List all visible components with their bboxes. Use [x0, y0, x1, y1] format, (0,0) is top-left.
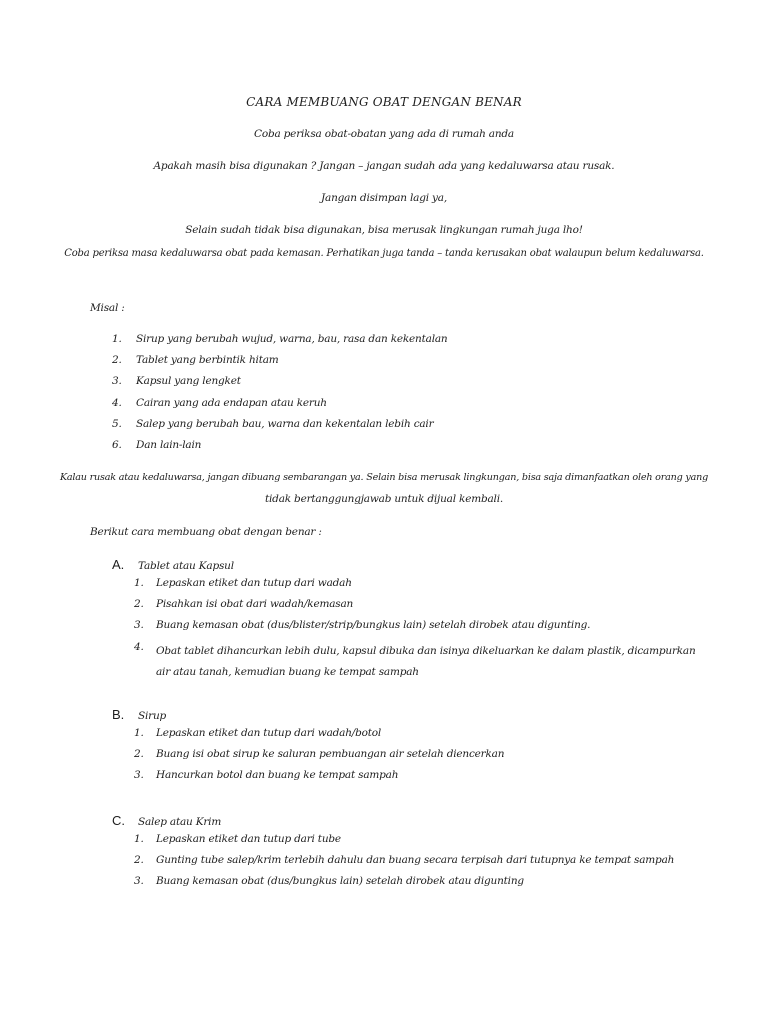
section-tablet-kapsul: [112, 557, 696, 683]
list-item: [112, 354, 447, 375]
section-letter: B.: [112, 707, 125, 722]
section-letter: C.: [112, 813, 125, 828]
section-heading: [112, 813, 674, 833]
section-heading: [112, 557, 696, 577]
list-item: [112, 333, 447, 354]
item-text: Salep yang berubah bau, warna dan kekentalan lebih cair: [136, 417, 434, 430]
warning-line: tidak bertanggungjawab untuk dijual kembali.: [265, 493, 503, 505]
section-salep-krim: [112, 813, 674, 897]
item-text: Sirup yang berubah wujud, warna, bau, rasa dan kekentalan: [136, 333, 448, 345]
list-item: [112, 397, 447, 418]
item-number: 3.: [134, 619, 144, 632]
item-number: 1.: [112, 333, 122, 345]
intro-line: Jangan disimpan lagi ya,: [321, 192, 447, 204]
list-item: [134, 854, 674, 875]
item-number: 2.: [134, 748, 144, 761]
list-item: [134, 833, 674, 854]
item-text: Obat tablet dihancurkan lebih dulu, kapsul dibuka dan isinya dikeluarkan ke dalam plastik, dicampurkan air atau tanah, kemudian buang ke tempat sampah: [156, 644, 696, 678]
item-text: Pisahkan isi obat dari wadah/kemasan: [156, 598, 354, 611]
list-item: [134, 748, 504, 769]
section-sirup: [112, 707, 504, 791]
steps-list: [134, 833, 674, 897]
item-text: Dan lain-lain: [136, 438, 202, 451]
misal-label: Misal :: [90, 302, 125, 314]
item-number: 4.: [134, 640, 144, 653]
intro-line: Selain sudah tidak bisa digunakan, bisa merusak lingkungan rumah juga lho!: [185, 224, 583, 236]
list-item: [112, 375, 447, 396]
item-text: Hancurkan botol dan buang ke tempat sampah: [156, 769, 399, 782]
list-item: [134, 727, 504, 748]
section-title: Sirup: [138, 710, 167, 722]
intro-line: Coba periksa obat-obatan yang ada di rumah anda: [253, 128, 514, 140]
section-title: Salep atau Krim: [138, 816, 222, 828]
item-number: 2.: [112, 354, 122, 367]
item-number: 3.: [134, 875, 144, 888]
list-item: [134, 577, 696, 598]
item-text: Cairan yang ada endapan atau keruh: [136, 396, 327, 409]
item-number: 1.: [134, 833, 144, 845]
item-number: 3.: [112, 375, 122, 388]
examples-list: [112, 333, 447, 460]
item-number: 4.: [112, 396, 122, 409]
list-item: [112, 439, 447, 460]
item-number: 5.: [112, 417, 122, 430]
item-text: Buang isi obat sirup ke saluran pembuangan air setelah diencerkan: [156, 748, 505, 761]
item-text: Tablet yang berbintik hitam: [136, 354, 279, 367]
item-text: Lepaskan etiket dan tutup dari wadah: [156, 577, 352, 589]
item-number: 2.: [134, 598, 144, 611]
item-text: Kapsul yang lengket: [136, 375, 241, 388]
item-text: Gunting tube salep/krim terlebih dahulu dan buang secara terpisah dari tutupnya ke tempat sampah: [156, 854, 675, 867]
steps-intro: Berikut cara membuang obat dengan benar :: [90, 526, 322, 538]
steps-list: [134, 577, 696, 683]
item-text: Lepaskan etiket dan tutup dari tube: [156, 833, 341, 845]
item-number: 3.: [134, 769, 144, 782]
section-title: Tablet atau Kapsul: [138, 560, 234, 572]
list-item: [134, 619, 696, 640]
warning-line: Kalau rusak atau kedaluwarsa, jangan dibuang sembarangan ya. Selain bisa merusak lingkungan, bisa saja dimanfaatkan oleh orang yang: [59, 472, 709, 483]
list-item: [134, 769, 504, 790]
list-item: [134, 641, 696, 683]
item-text: Lepaskan etiket dan tutup dari wadah/botol: [156, 727, 382, 739]
item-number: 2.: [134, 854, 144, 867]
steps-list: [134, 727, 504, 791]
list-item: [134, 875, 674, 896]
page-title: CARA MEMBUANG OBAT DENGAN BENAR: [246, 95, 522, 109]
item-text: Buang kemasan obat (dus/bungkus lain) setelah dirobek atau digunting: [156, 875, 524, 888]
item-number: 6.: [112, 438, 122, 451]
section-letter: A.: [112, 557, 125, 572]
intro-line: Coba periksa masa kedaluwarsa obat pada kemasan. Perhatikan juga tanda – tanda kerusakan obat walaupun belum kedaluwarsa.: [64, 248, 704, 259]
item-text: Buang kemasan obat (dus/blister/strip/bungkus lain) setelah dirobek atau digunting.: [156, 619, 591, 632]
item-number: 1.: [134, 727, 144, 739]
intro-line: Apakah masih bisa digunakan ? Jangan – jangan sudah ada yang kedaluwarsa atau rusak.: [153, 160, 615, 172]
item-number: 1.: [134, 577, 144, 589]
section-heading: [112, 707, 504, 727]
list-item: [134, 598, 696, 619]
list-item: [112, 418, 447, 439]
